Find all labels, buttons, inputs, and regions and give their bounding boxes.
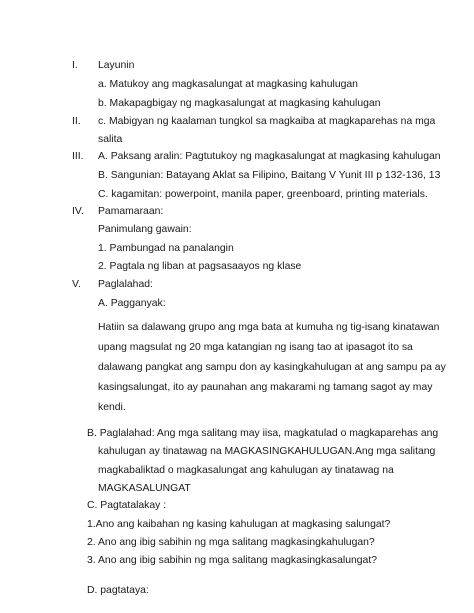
sangunian: B. Sangunian: Batayang Aklat sa Filipino, Baitang V Yunit III p 132-136, 13 bbox=[98, 170, 441, 181]
section-iv-numeral: IV. bbox=[72, 206, 84, 217]
gawain-item-2: 2. Pagtala ng liban at pagsasaayos ng klase bbox=[98, 261, 302, 272]
paglalahad-line-3: magkabaliktad o magkasalungat ang kahulugan ay tinatawag na bbox=[98, 465, 394, 476]
objective-b: b. Makapagbigay ng magkasalungat at magkasing kahulugan bbox=[98, 98, 381, 109]
section-i-numeral: I. bbox=[72, 60, 78, 71]
question-1: 1.Ano ang kaibahan ng kasing kahulugan at magkasing salungat? bbox=[87, 519, 391, 530]
paglalahad-line-1: B. Paglalahad: Ang mga salitang may iisa, magkatulad o magkaparehas ang bbox=[87, 428, 439, 439]
pagtataya-heading: D. pagtataya: bbox=[87, 585, 149, 596]
section-v-numeral: V. bbox=[72, 279, 81, 290]
section-ii-numeral: II. bbox=[72, 116, 81, 127]
kagamitan: C. kagamitan: powerpoint, manila paper, greenboard, printing materials. bbox=[98, 189, 428, 200]
pagganyak-line-3: dalawang pangkat ang sampu don ay kasingkahulugan at ang sampu pa ay bbox=[98, 362, 446, 373]
objective-c-line-2: salita bbox=[98, 134, 123, 145]
section-iii-numeral: III. bbox=[72, 151, 84, 162]
section-i-title: Layunin bbox=[98, 60, 135, 71]
pagganyak-line-4: kasingsalungat, ito ay paunahan ang makarami ng tamang sagot ay may bbox=[98, 382, 433, 393]
question-3: 3. Ano ang ibig sabihin ng mga salitang magkasingkasalungat? bbox=[87, 555, 377, 566]
pagganyak-line-2: upang magsulat ng 20 mga katangian ng isang tao at ipasagot ito sa bbox=[98, 342, 413, 353]
objective-a: a. Matukoy ang magkasalungat at magkasing kahulugan bbox=[98, 79, 358, 90]
pagganyak-line-5: kendi. bbox=[98, 402, 126, 413]
paglalahad-line-2: kahulugan ay tinatawag na MAGKASINGKAHULUGAN.Ang mga salitang bbox=[98, 446, 436, 457]
pagganyak-line-1: Hatiin sa dalawang grupo ang mga bata at kumuha ng tig-isang kinatawan bbox=[98, 322, 440, 333]
paglalahad-line-4: MAGKASALUNGAT bbox=[98, 483, 191, 494]
section-v-title: Paglalahad: bbox=[98, 279, 153, 290]
question-2: 2. Ano ang ibig sabihin ng mga salitang magkasingkahulugan? bbox=[87, 537, 375, 548]
panimulang-gawain-heading: Panimulang gawain: bbox=[98, 224, 192, 235]
pagtatalakay-heading: C. Pagtatalakay : bbox=[87, 500, 167, 511]
section-iv-title: Pamamaraan: bbox=[98, 206, 164, 217]
objective-c-line-1: c. Mabigyan ng kaalaman tungkol sa magkaiba at magkaparehas na mga bbox=[98, 116, 436, 127]
pagganyak-heading: A. Pagganyak: bbox=[98, 298, 166, 309]
gawain-item-1: 1. Pambungad na panalangin bbox=[98, 243, 234, 254]
paksang-aralin: A. Paksang aralin: Pagtutukoy ng magkasalungat at magkasing kahulugan bbox=[98, 151, 441, 162]
